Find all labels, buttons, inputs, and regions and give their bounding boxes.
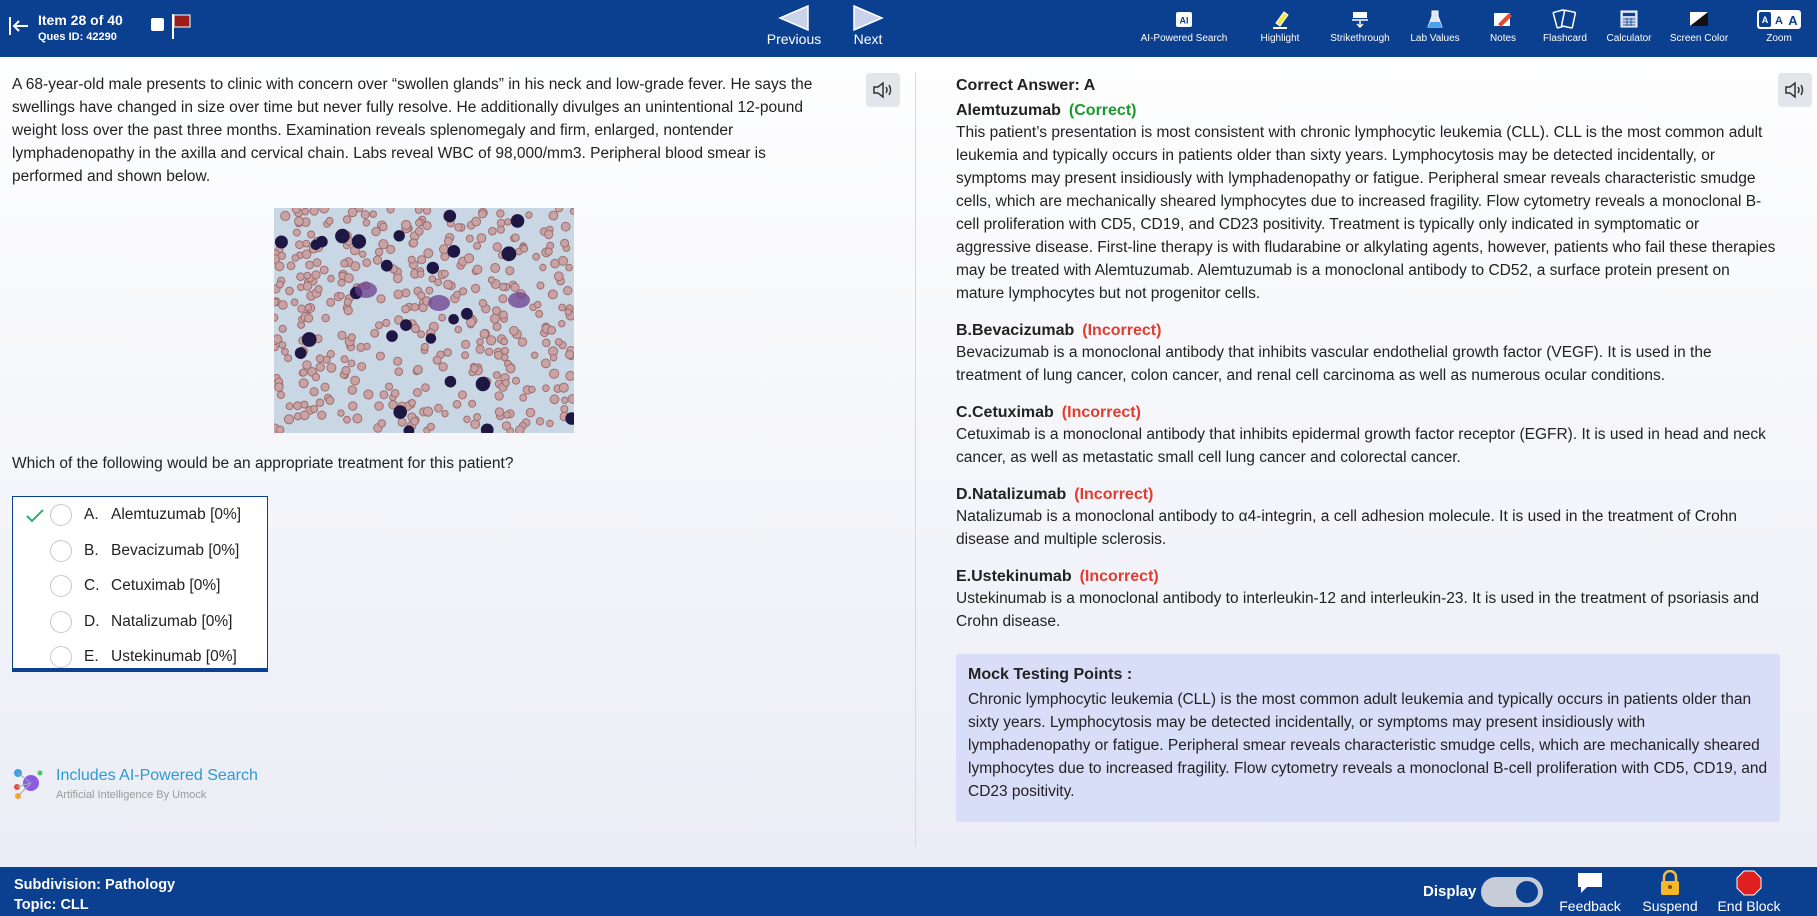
lock-icon — [1657, 870, 1683, 896]
stop-icon — [1736, 870, 1762, 896]
next-label: Next — [853, 31, 883, 47]
zoom-text-icon — [1756, 8, 1802, 30]
explanation-status-tag: (Incorrect) — [1082, 322, 1162, 339]
explanation-body: Natalizumab is a monoclonal antibody to α4-integrin, a cell adhesion molecule. It is used in the treatment of Crohn disease and multiple sclerosis. — [956, 508, 1737, 548]
explanation-body: Bevacizumab is a monoclonal antibody that inhibits vascular endothelial growth factor (VEGF). It is used in the treatment of lung cancer, colon cancer, and renal cell carcinoma as well as numerous ocular conditions. — [956, 344, 1712, 384]
flashcard-icon — [1552, 8, 1578, 30]
correct-check-icon — [25, 508, 45, 524]
ai-promo-subtitle: Artificial Intelligence By Umock — [56, 789, 207, 801]
svg-text:AI: AI — [1179, 15, 1189, 26]
previous-arrow-icon — [778, 5, 810, 31]
feedback-icon — [1575, 870, 1605, 896]
subdivision-label: Subdivision: Pathology — [14, 877, 176, 893]
correct-answer-label: Correct Answer: A — [956, 77, 1096, 94]
choice-letter: D. — [84, 612, 100, 630]
flask-icon — [1425, 8, 1445, 30]
mock-testing-points — [956, 654, 1780, 822]
exit-arrow-icon[interactable] — [8, 14, 30, 38]
choice-letter: A. — [84, 506, 99, 523]
feedback-label: Feedback — [1559, 898, 1621, 914]
tool-lab-values[interactable] — [1407, 8, 1463, 45]
question-prompt: Which of the following would be an appropriate treatment for this patient? — [12, 455, 514, 472]
explanation-body: Ustekinumab is a monoclonal antibody to interleukin-12 and interleukin-23. It is used in the treatment of psoriasis and Crohn disease. — [956, 590, 1760, 630]
question-stem: A 68-year-old male presents to clinic with concern over “swollen glands” in his neck and low-grade fever. He says the swellings have changed in size over time but never fully resolve. He additionally divulges an unintentional 12-pound weight loss over the past three months. Examination reveals splenomegaly and firm, enlarged, nontender lymphadenopathy in the axilla and cervical chain. Labs reveal WBC of 98,000/mm3. Peripheral blood smear is performed and shown below. — [12, 76, 813, 185]
tool-label: Flashcard — [1543, 33, 1587, 44]
item-counter: Item 28 of 40 — [38, 12, 123, 28]
topic-label: Topic: CLL — [14, 897, 89, 913]
explanation-option: D.Natalizumab — [956, 486, 1067, 503]
display-label: Display — [1423, 883, 1477, 900]
explanation-pane — [916, 57, 1817, 867]
end-block-button[interactable] — [1716, 870, 1782, 914]
subdivision-info — [14, 875, 175, 915]
explanation-status-tag: (Correct) — [1068, 102, 1137, 119]
end-block-label: End Block — [1717, 898, 1781, 914]
contrast-icon — [1688, 8, 1710, 30]
answer-choice[interactable] — [13, 608, 266, 638]
choice-text: Alemtuzumab [0%] — [111, 506, 242, 523]
tool-label: AI-Powered Search — [1140, 33, 1228, 44]
speaker-icon — [1784, 80, 1806, 100]
tool-label: Strikethrough — [1330, 33, 1390, 44]
read-aloud-button[interactable] — [866, 73, 900, 107]
ai-promo-title[interactable]: Includes AI-Powered Search — [56, 767, 258, 784]
explanation-heading — [956, 485, 1776, 505]
radio-button[interactable] — [50, 540, 72, 562]
highlighter-icon — [1270, 8, 1290, 30]
tool-label: Calculator — [1606, 33, 1652, 44]
choice-letter: E. — [84, 648, 99, 665]
explanation-option: B.Bevacizumab — [956, 322, 1075, 339]
radio-button[interactable] — [50, 646, 72, 668]
suspend-button[interactable] — [1640, 870, 1700, 914]
mock-body: Chronic lymphocytic leukemia (CLL) is the most common adult leukemia and typically occurs in patients older than sixty years. Lymphocytosis may be detected incidentally, or symptoms may present insidiously with lymphadenopathy or fatigue. Peripheral smear reveals characteristic smudge cells, which are mechanically sheared lymphocytes due to increased fragility. Flow cytometry reveals a monoclonal B-cell proliferation with CD5, CD19, and CD23 positivity. — [968, 691, 1768, 800]
radio-button[interactable] — [50, 611, 72, 633]
flag-icon[interactable] — [170, 12, 192, 40]
explanation-heading — [956, 567, 1776, 587]
explanation-heading — [956, 403, 1776, 423]
choice-letter: C. — [84, 577, 100, 594]
explanation-list — [956, 101, 1776, 633]
explanation-option: Alemtuzumab — [956, 102, 1061, 119]
previous-label: Previous — [766, 31, 822, 47]
choice-text: Natalizumab [0%] — [111, 612, 233, 630]
mark-checkbox[interactable] — [151, 18, 164, 31]
svg-text:A: A — [1761, 15, 1769, 25]
mock-title: Mock Testing Points : — [968, 666, 1133, 683]
tool-zoom[interactable] — [1754, 8, 1804, 45]
previous-button[interactable] — [762, 5, 826, 47]
feedback-button[interactable] — [1559, 870, 1621, 914]
bottom-toolbar — [0, 867, 1817, 916]
svg-text:A: A — [1775, 15, 1783, 27]
choice-text: Bevacizumab [0%] — [111, 541, 240, 559]
tool-notes[interactable] — [1486, 8, 1520, 45]
ai-molecule-icon — [12, 767, 44, 801]
suspend-label: Suspend — [1642, 898, 1698, 914]
tool-highlight[interactable] — [1258, 8, 1302, 45]
tool-flashcard[interactable] — [1540, 8, 1590, 45]
explanation-item — [956, 485, 1776, 551]
choice-text: Cetuximab [0%] — [111, 577, 221, 594]
explanation-item — [956, 567, 1776, 633]
answer-choices — [12, 496, 268, 672]
next-button[interactable] — [842, 5, 894, 47]
explanation-status-tag: (Incorrect) — [1079, 568, 1159, 585]
explanation-status-tag: (Incorrect) — [1074, 486, 1154, 503]
explanation-item — [956, 321, 1776, 387]
explanation-option: E.Ustekinumab — [956, 568, 1072, 585]
tool-screen-color[interactable] — [1668, 8, 1730, 45]
speaker-icon — [872, 80, 894, 100]
explanation-option: C.Cetuximab — [956, 404, 1054, 421]
calculator-icon — [1619, 8, 1639, 30]
choice-letter: B. — [84, 541, 99, 559]
explanation-heading — [956, 101, 1776, 121]
explanation-heading — [956, 321, 1776, 341]
tool-label: Highlight — [1260, 33, 1300, 44]
strikethrough-icon — [1350, 8, 1370, 30]
question-pane — [0, 57, 916, 867]
tool-strikethrough[interactable] — [1326, 8, 1394, 45]
explanation-body: This patient’s presentation is most consistent with chronic lymphocytic leukemia (CLL). CLL is the most common adult leukemia and typically occurs in patients older than sixty years. Lymphocytosis may be detected incidentally, or symptoms may present insidiously with lymphadenopathy or fatigue. Peripheral smear reveals characteristic smudge cells, which are mechanically sheared lymphocytes due to increased fragility. Flow cytometry reveals a monoclonal B-cell proliferation with CD5, CD19, and CD23 positivity. Treatment is typically only indicated in symptomatic or aggressive disease. First-line therapy is with fludarabine or alkylating agents, however, patients who fail these therapies may be treated with Alemtuzumab. Alemtuzumab is a monoclonal antibody to CD52, a surface protein present on mature lymphocytes but not progenitor cells. — [956, 124, 1776, 302]
choice-text: Ustekinumab [0%] — [111, 648, 237, 665]
next-arrow-icon — [852, 5, 884, 31]
explanation-item — [956, 101, 1776, 305]
tool-label: Lab Values — [1410, 33, 1460, 44]
toggle-knob — [1516, 881, 1538, 903]
read-aloud-explanation-button[interactable] — [1778, 73, 1812, 107]
tool-calculator[interactable] — [1604, 8, 1654, 45]
top-toolbar — [0, 0, 1817, 57]
explanation-status-tag: (Incorrect) — [1061, 404, 1141, 421]
tool-label: Notes — [1489, 33, 1517, 44]
explanation-item — [956, 403, 1776, 469]
answer-choice[interactable] — [13, 643, 266, 673]
answer-choice[interactable] — [13, 501, 266, 531]
tool-ai-search[interactable] — [1138, 8, 1230, 45]
radio-button[interactable] — [50, 575, 72, 597]
tool-label: Zoom — [1766, 33, 1792, 44]
notes-icon — [1492, 8, 1514, 30]
answer-choice[interactable] — [13, 537, 266, 567]
explanation-body: Cetuximab is a monoclonal antibody that inhibits epidermal growth factor receptor (EGFR). It is used in head and neck cancer, as well as metastatic small cell lung cancer and colorectal cancer. — [956, 426, 1766, 466]
display-toggle[interactable] — [1481, 877, 1543, 907]
radio-button[interactable] — [50, 504, 72, 526]
blood-smear-image — [274, 208, 574, 433]
svg-text:A: A — [1788, 13, 1798, 28]
question-id: Ques ID: 42290 — [38, 31, 117, 43]
explanation-content — [956, 75, 1776, 649]
ai-icon — [1175, 8, 1193, 30]
answer-choice[interactable] — [13, 572, 266, 602]
tool-label: Screen Color — [1669, 33, 1729, 44]
item-info — [38, 11, 123, 45]
